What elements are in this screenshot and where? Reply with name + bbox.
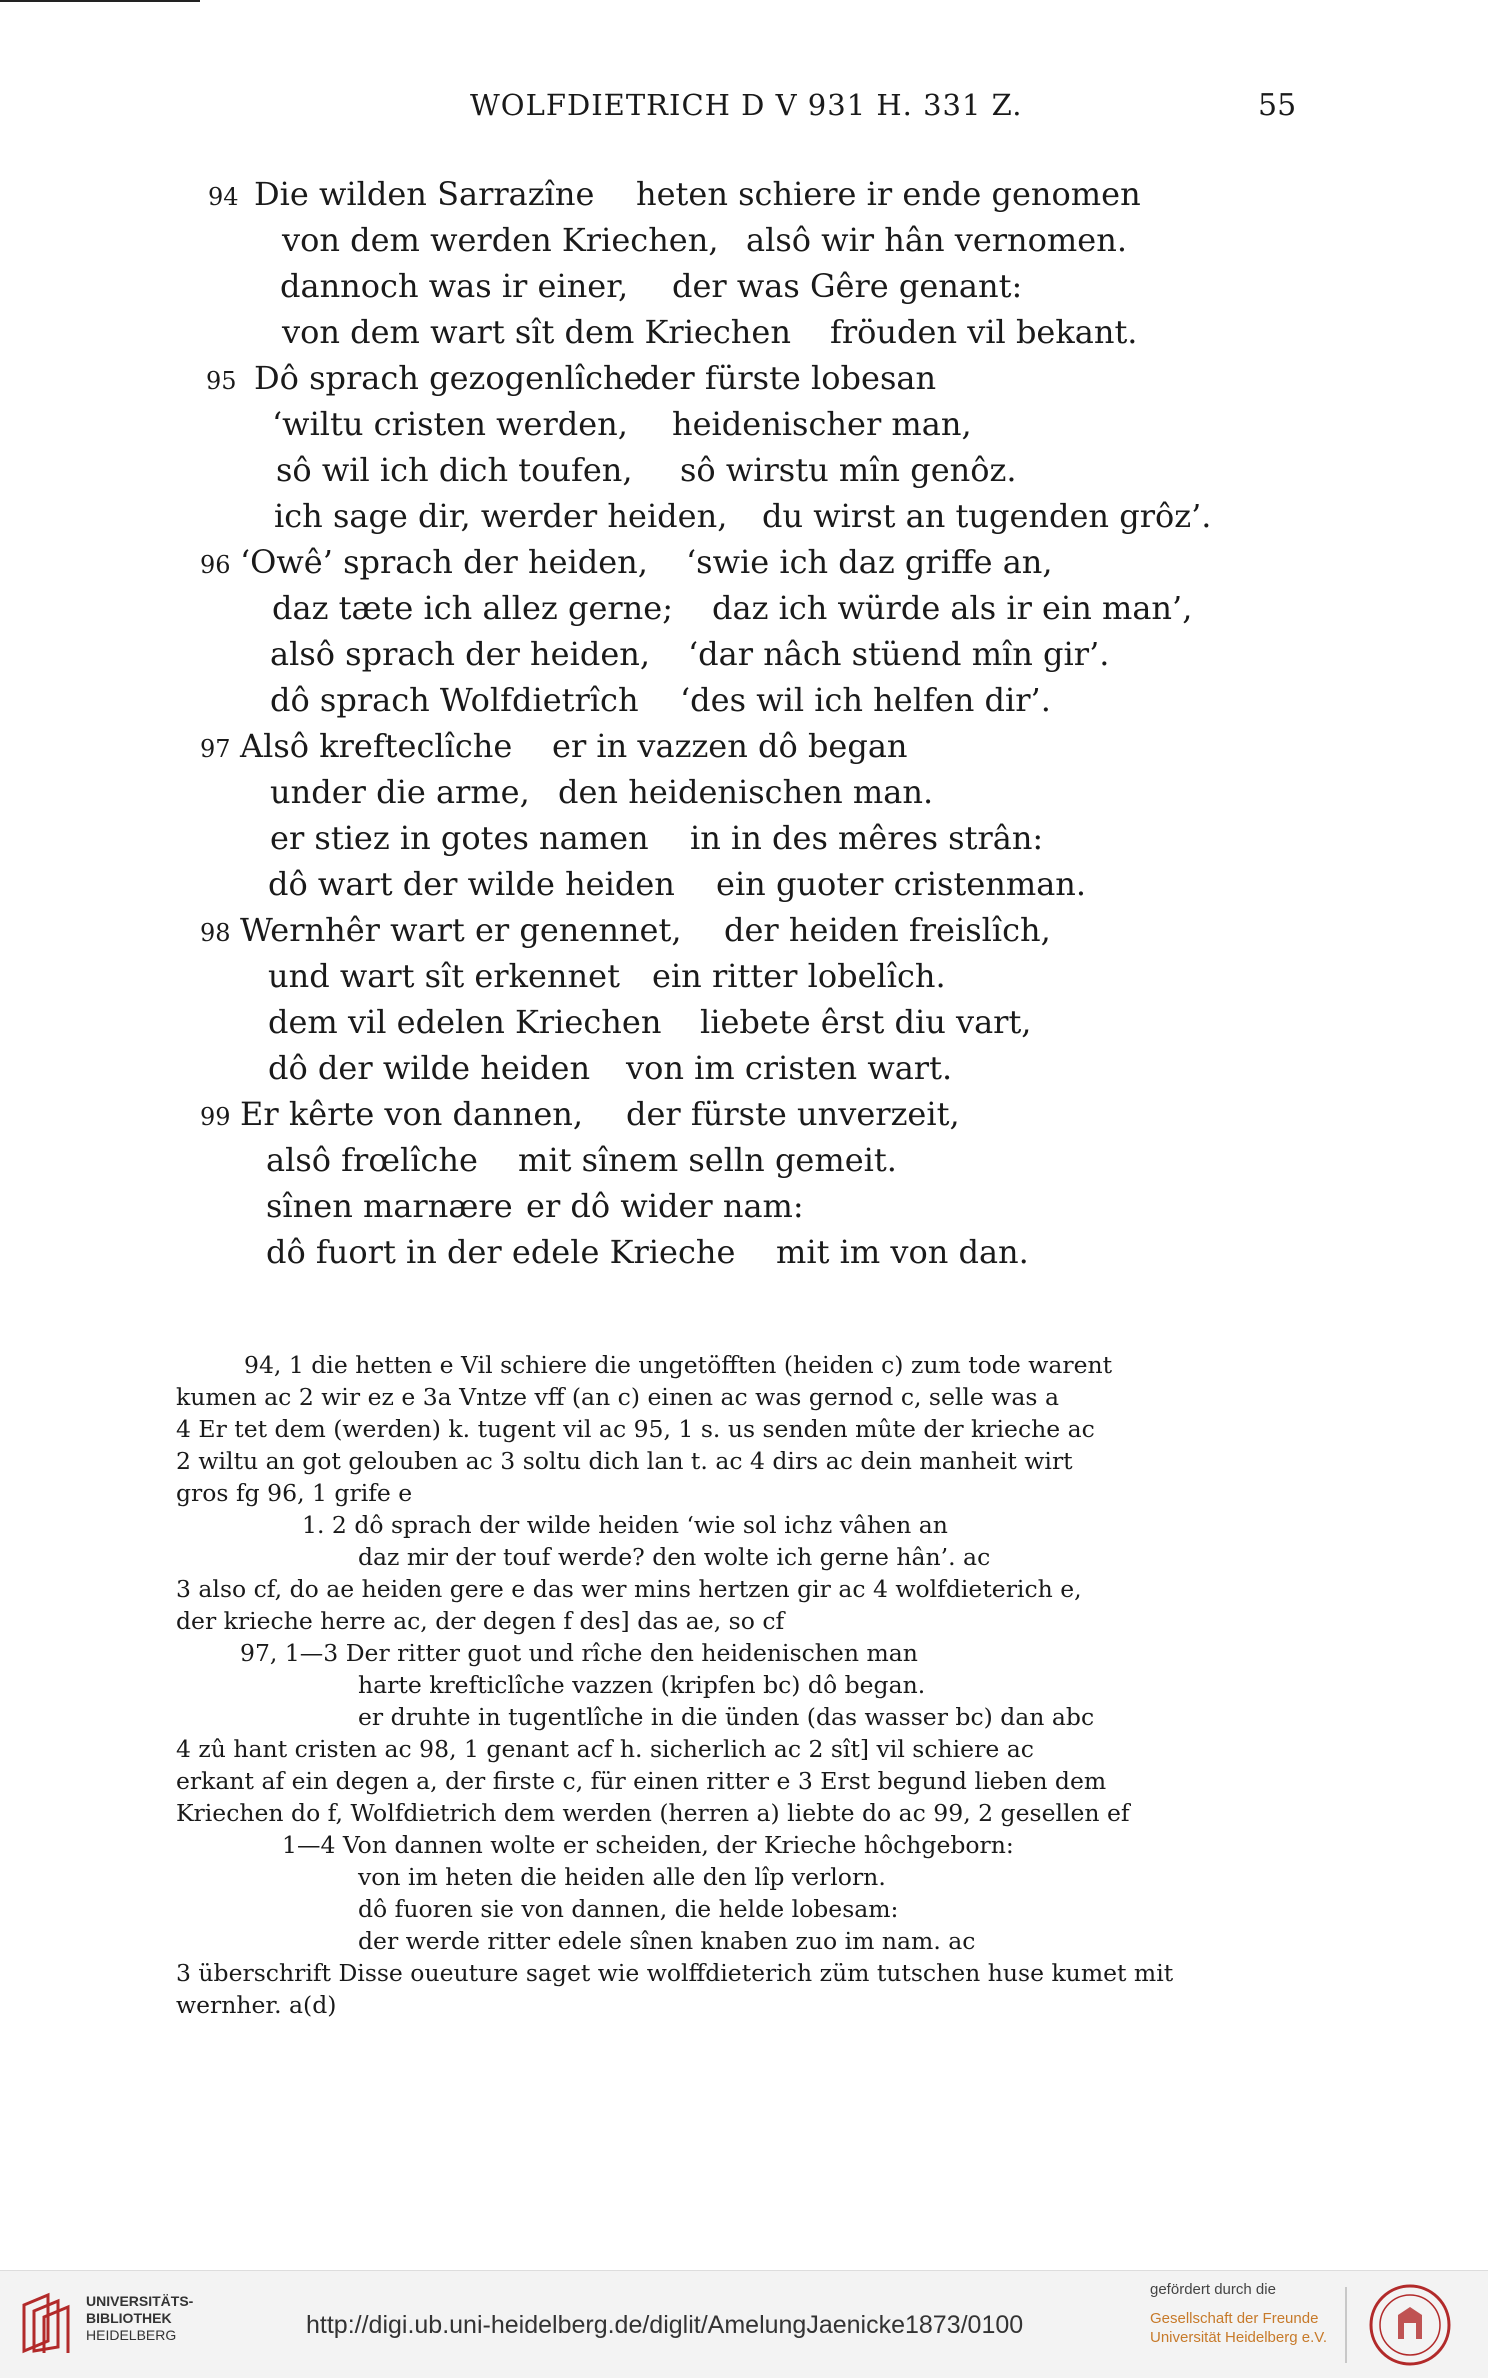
apparatus-line: gros fg 96, 1 grife e	[176, 1479, 413, 1507]
apparatus-line: wernher. a(d)	[176, 1991, 337, 2019]
verse-first-half: Wernhêr wart er genennet,	[240, 911, 682, 949]
verse-line	[0, 865, 1488, 911]
verse-second-half: er dô wider nam:	[526, 1187, 804, 1225]
verse-line	[0, 957, 1488, 1003]
verse-second-half: von im cristen wart.	[626, 1049, 953, 1087]
page-header	[0, 88, 1488, 128]
verse-second-half: ‘swie ich daz griffe an,	[686, 543, 1053, 581]
verse-line	[0, 727, 1488, 773]
verse-line	[0, 635, 1488, 681]
apparatus-line: 97, 1—3 Der ritter guot und rîche den heidenischen man	[240, 1639, 918, 1667]
apparatus-line: 2 wiltu an got gelouben ac 3 soltu dich lan t. ac 4 dirs ac dein manheit wirt	[176, 1447, 1073, 1475]
verse-second-half: der fürste lobesan	[640, 359, 937, 397]
verse-line	[0, 221, 1488, 267]
apparatus-line: von im heten die heiden alle den lîp verlorn.	[358, 1863, 886, 1891]
verse-second-half: heidenischer man,	[672, 405, 972, 443]
apparatus-line: erkant af ein degen a, der firste c, für einen ritter e 3 Erst begund lieben dem	[176, 1767, 1107, 1795]
apparatus-line: 1—4 Von dannen wolte er scheiden, der Krieche hôchgeborn:	[282, 1831, 1014, 1859]
verse-first-half: dô fuort in der edele Krieche	[266, 1233, 736, 1271]
verse-line	[0, 175, 1488, 221]
apparatus-line: daz mir der touf werde? den wolte ich gerne hân’. ac	[358, 1543, 991, 1571]
verse-second-half: heten schiere ir ende genomen	[636, 175, 1141, 213]
verse-second-half: fröuden vil bekant.	[830, 313, 1138, 351]
verse-line	[0, 359, 1488, 405]
apparatus-line: kumen ac 2 wir ez e 3a Vntze vff (an c) einen ac was gernod c, selle was a	[176, 1383, 1059, 1411]
funder-name-line: Gesellschaft der Freunde	[1150, 2310, 1319, 2327]
verse-first-half: von dem wart sît dem Kriechen	[282, 313, 791, 351]
university-seal-icon	[1368, 2283, 1452, 2367]
digitization-footer	[0, 2270, 1488, 2378]
verse-line	[0, 773, 1488, 819]
verse-line	[0, 1141, 1488, 1187]
apparatus-line: der krieche herre ac, der degen f des] das ae, so cf	[176, 1607, 785, 1635]
verse-first-half: er stiez in gotes namen	[270, 819, 649, 857]
verse-second-half: den heidenischen man.	[558, 773, 934, 811]
verse-line	[0, 911, 1488, 957]
verse-second-half: sô wirstu mîn genôz.	[680, 451, 1017, 489]
stanza-number: 99	[200, 1103, 231, 1131]
verse-second-half: ‘des wil ich helfen dir’.	[680, 681, 1051, 719]
verse-first-half: dem vil edelen Kriechen	[268, 1003, 662, 1041]
footer-divider	[1345, 2287, 1347, 2363]
verse-first-half: Alsô krefteclîche	[240, 727, 513, 765]
verse-first-half: und wart sît erkennet	[268, 957, 620, 995]
page-number: 55	[1258, 88, 1297, 123]
apparatus-line: er druhte in tugentlîche in die ünden (das wasser bc) dan abc	[358, 1703, 1095, 1731]
apparatus-line: dô fuoren sie von dannen, die helde lobesam:	[358, 1895, 899, 1923]
apparatus-line: 4 Er tet dem (werden) k. tugent vil ac 95, 1 s. us senden mûte der krieche ac	[176, 1415, 1095, 1443]
funder-name	[1150, 2309, 1327, 2347]
verse-second-half: der was Gêre genant:	[672, 267, 1023, 305]
university-library-logo-icon	[18, 2291, 76, 2357]
verse-line	[0, 267, 1488, 313]
stanza-number: 96	[200, 551, 231, 579]
stanza-number: 94	[208, 183, 239, 211]
verse-second-half: ein guoter cristenman.	[716, 865, 1087, 903]
verse-line	[0, 589, 1488, 635]
verse-first-half: alsô sprach der heiden,	[270, 635, 651, 673]
verse-second-half: mit sînem selln gemeit.	[518, 1141, 897, 1179]
verse-line	[0, 405, 1488, 451]
verse-first-half: dô wart der wilde heiden	[268, 865, 675, 903]
apparatus-line: 4 zû hant cristen ac 98, 1 genant acf h. sicherlich ac 2 sît] vil schiere ac	[176, 1735, 1034, 1763]
verse-second-half: der heiden freislîch,	[724, 911, 1051, 949]
verse-first-half: daz tæte ich allez gerne;	[272, 589, 673, 627]
library-name-line: BIBLIOTHEK	[86, 2310, 172, 2326]
verse-line	[0, 543, 1488, 589]
verse-second-half: in in des mêres strân:	[690, 819, 1044, 857]
verse-first-half: ‘Owê’ sprach der heiden,	[240, 543, 648, 581]
verse-first-half: sînen marnære	[266, 1187, 513, 1225]
permalink[interactable]: http://digi.ub.uni-heidelberg.de/diglit/AmelungJaenicke1873/0100	[306, 2311, 1024, 2339]
verse-line	[0, 313, 1488, 359]
verse-first-half: dannoch was ir einer,	[280, 267, 629, 305]
verse-first-half: Die wilden Sarrazîne	[254, 175, 595, 213]
verse-line	[0, 451, 1488, 497]
verse-second-half: er in vazzen dô began	[552, 727, 908, 765]
verse-second-half: ein ritter lobelîch.	[652, 957, 946, 995]
verse-line	[0, 1095, 1488, 1141]
stanza-number: 97	[200, 735, 231, 763]
stanza-number: 98	[200, 919, 231, 947]
apparatus-line: 94, 1 die hetten e Vil schiere die ungetöfften (heiden c) zum tode warent	[244, 1351, 1113, 1379]
running-title: WOLFDIETRICH D V 931 H. 331 Z.	[470, 88, 1023, 122]
apparatus-line: harte krefticlîche vazzen (kripfen bc) dô began.	[358, 1671, 926, 1699]
verse-second-half: ‘dar nâch stüend mîn gir’.	[688, 635, 1110, 673]
apparatus-line: der werde ritter edele sînen knaben zuo im nam. ac	[358, 1927, 976, 1955]
verse-line	[0, 681, 1488, 727]
verse-second-half: daz ich würde als ir ein man’,	[712, 589, 1193, 627]
verse-first-half: dô sprach Wolfdietrîch	[270, 681, 639, 719]
library-name-line: HEIDELBERG	[86, 2327, 177, 2343]
library-name-line: UNIVERSITÄTS-	[86, 2293, 194, 2309]
verse-second-half: mit im von dan.	[776, 1233, 1029, 1271]
apparatus-line: 3 also cf, do ae heiden gere e das wer mins hertzen gir ac 4 wolfdieterich e,	[176, 1575, 1082, 1603]
stanza-number: 95	[206, 367, 237, 395]
verse-first-half: Er kêrte von dannen,	[240, 1095, 584, 1133]
verse-first-half: ich sage dir, werder heiden,	[274, 497, 728, 535]
apparatus-line: 1. 2 dô sprach der wilde heiden ‘wie sol ichz vâhen an	[302, 1511, 948, 1539]
verse-second-half: alsô wir hân vernomen.	[746, 221, 1127, 259]
top-rule	[0, 0, 200, 2]
verse-line	[0, 1187, 1488, 1233]
verse-line	[0, 1049, 1488, 1095]
verse-second-half: du wirst an tugenden grôz’.	[762, 497, 1212, 535]
verse-first-half: Dô sprach gezogenlîche	[254, 359, 643, 397]
verse-first-half: von dem werden Kriechen,	[282, 221, 719, 259]
verse-line	[0, 1003, 1488, 1049]
verse-first-half: sô wil ich dich toufen,	[276, 451, 633, 489]
funded-by-label: gefördert durch die	[1150, 2281, 1276, 2298]
verse-first-half: under die arme,	[270, 773, 530, 811]
verse-line	[0, 1233, 1488, 1279]
verse-line	[0, 497, 1488, 543]
library-name	[86, 2293, 193, 2344]
funder-name-line: Universität Heidelberg e.V.	[1150, 2329, 1328, 2346]
verse-second-half: der fürste unverzeit,	[626, 1095, 960, 1133]
verse-second-half: liebete êrst diu vart,	[700, 1003, 1032, 1041]
apparatus-line: Kriechen do f, Wolfdietrich dem werden (herren a) liebte do ac 99, 2 gesellen ef	[176, 1799, 1130, 1827]
verse-line	[0, 819, 1488, 865]
verse-first-half: ‘wiltu cristen werden,	[272, 405, 628, 443]
verse-first-half: dô der wilde heiden	[268, 1049, 591, 1087]
apparatus-line: 3 überschrift Disse oueuture saget wie wolffdieterich züm tutschen huse kumet mit	[176, 1959, 1174, 1987]
verse-first-half: alsô frœlîche	[266, 1141, 478, 1179]
